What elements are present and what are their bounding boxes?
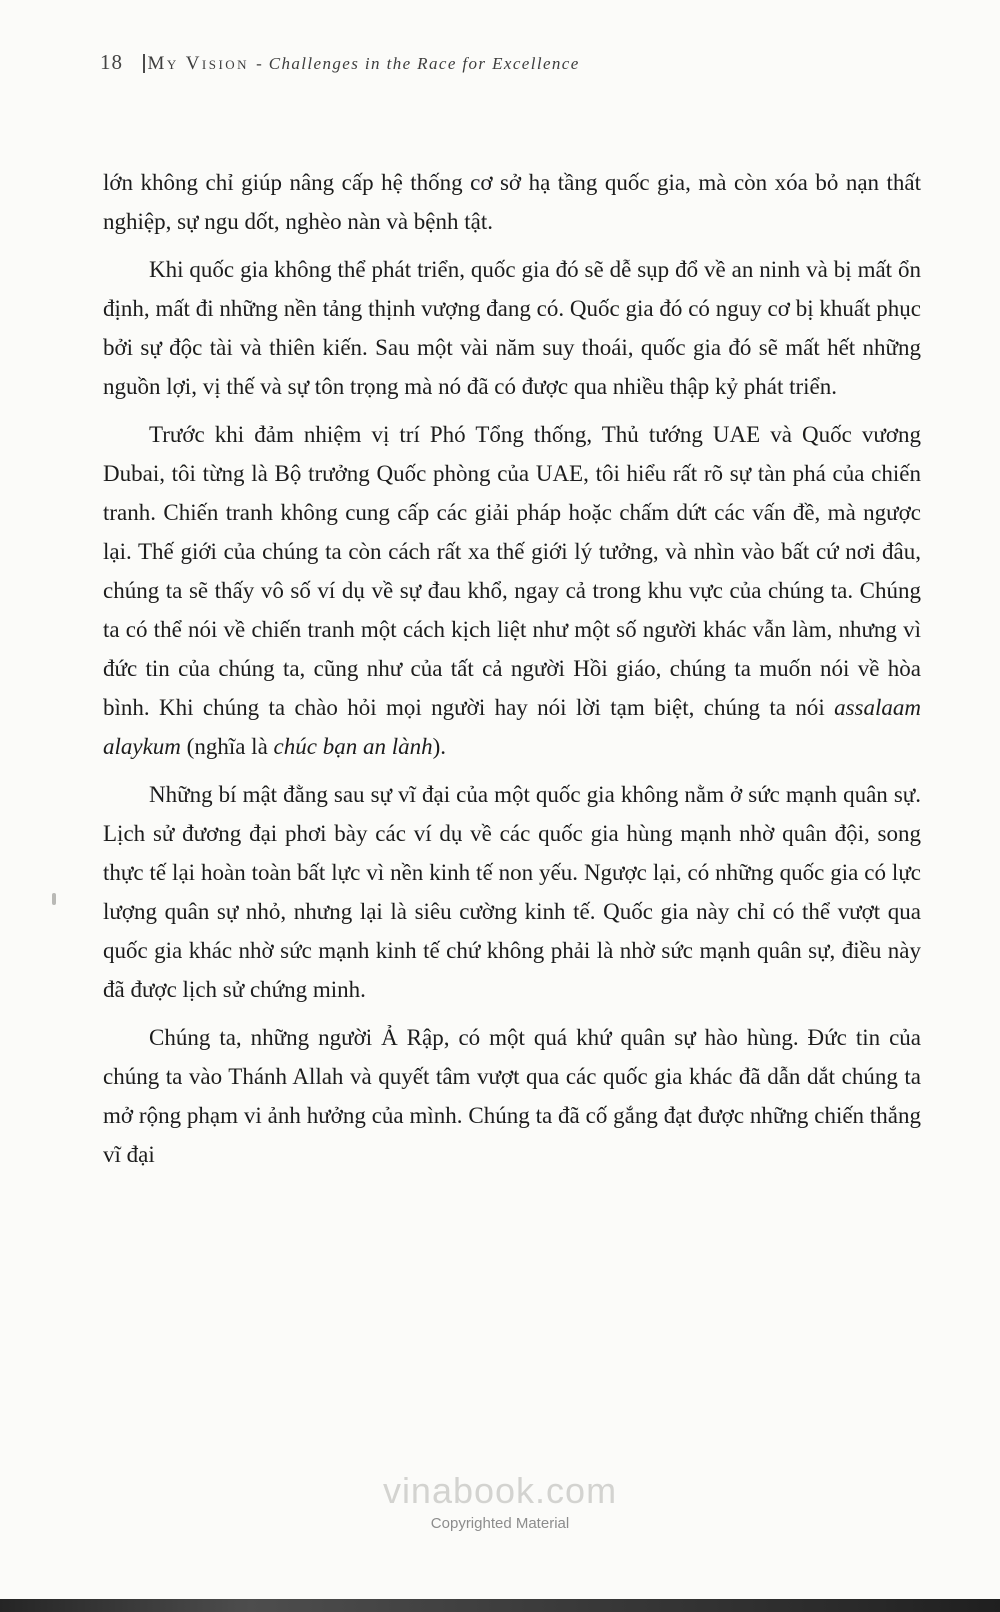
italic-phrase: assalaam alaykum — [103, 695, 921, 759]
paragraph — [103, 775, 921, 1009]
scan-edge-bar — [0, 1599, 1000, 1612]
book-subtitle: Challenges in the Race for Excellence — [268, 54, 580, 73]
paragraph — [103, 415, 921, 766]
copyright-notice: Copyrighted Material — [430, 1515, 570, 1532]
header-divider — [143, 54, 145, 73]
book-title: My Vision — [147, 53, 250, 74]
paragraph — [103, 163, 921, 241]
paragraph — [103, 1018, 921, 1174]
text-segment: (nghĩa là — [180, 734, 274, 759]
text-segment: Những bí mật đằng sau sự vĩ đại của một quốc gia không nằm ở sức mạnh quân sự. Lịch sử đương đại phơi bày các ví dụ về các quốc gia hùng mạnh nhờ quân đội, song thực tế lại hoàn toàn bất lực vì nền kinh tế non yếu. Ngược lại, có những quốc gia có lực lượng quân sự nhỏ, nhưng lại là siêu cường kinh tế. Quốc gia này chỉ có thể vượt qua quốc gia khác nhờ sức mạnh kinh tế chứ không phải là nhờ sức mạnh quân sự, điều này đã được lịch sử chứng minh. — [103, 782, 921, 1002]
text-segment: Trước khi đảm nhiệm vị trí Phó Tổng thống, Thủ tướng UAE và Quốc vương Dubai, tôi từng là Bộ trưởng Quốc phòng của UAE, tôi hiểu rất rõ sự tàn phá của chiến tranh. Chiến tranh không cung cấp các giải pháp hoặc chấm dứt các vấn đề, mà ngược lại. Thế giới của chúng ta còn cách rất xa thế giới lý tưởng, và nhìn vào bất cứ nơi đâu, chúng ta sẽ thấy vô số ví dụ về sự đau khổ, ngay cả trong khu vực của chúng ta. Chúng ta có thể nói về chiến tranh một cách kịch liệt như một số người khác vẫn làm, nhưng vì đức tin của chúng ta, cũng như của tất cả người Hồi giáo, chúng ta muốn nói về hòa bình. Khi chúng ta chào hỏi mọi người hay nói lời tạm biệt, chúng ta nói — [103, 422, 921, 720]
text-segment: Khi quốc gia không thể phát triển, quốc gia đó sẽ dễ sụp đổ về an ninh và bị mất ổn định, mất đi những nền tảng thịnh vượng đang có. Quốc gia đó có nguy cơ bị khuất phục bởi sự độc tài và thiên kiến. Sau một vài năm suy thoái, quốc gia đó sẽ mất hết những nguồn lợi, vị thế và sự tôn trọng mà nó đã có được qua nhiều thập kỷ phát triển. — [103, 257, 921, 399]
scan-edge-artifact — [52, 893, 56, 905]
paragraph — [103, 250, 921, 406]
page-footer — [0, 1470, 1000, 1532]
text-segment: ). — [432, 734, 447, 759]
page-body — [103, 163, 921, 1183]
watermark: vinabook.com — [382, 1470, 618, 1511]
page-header — [100, 50, 580, 75]
text-segment: Chúng ta, những người Ả Rập, có một quá khứ quân sự hào hùng. Đức tin của chúng ta vào Thánh Allah và quyết tâm vượt qua các quốc gia khác đã dẫn dắt chúng ta mở rộng phạm vi ảnh hưởng của mình. Chúng ta đã cố gắng đạt được những chiến thắng vĩ đại — [103, 1025, 921, 1167]
italic-phrase: chúc bạn an lành — [273, 734, 433, 759]
page-number: 18 — [100, 50, 123, 74]
header-separator: - — [256, 54, 262, 73]
text-segment: lớn không chỉ giúp nâng cấp hệ thống cơ sở hạ tầng quốc gia, mà còn xóa bỏ nạn thất nghiệp, sự ngu dốt, nghèo nàn và bệnh tật. — [103, 170, 921, 234]
